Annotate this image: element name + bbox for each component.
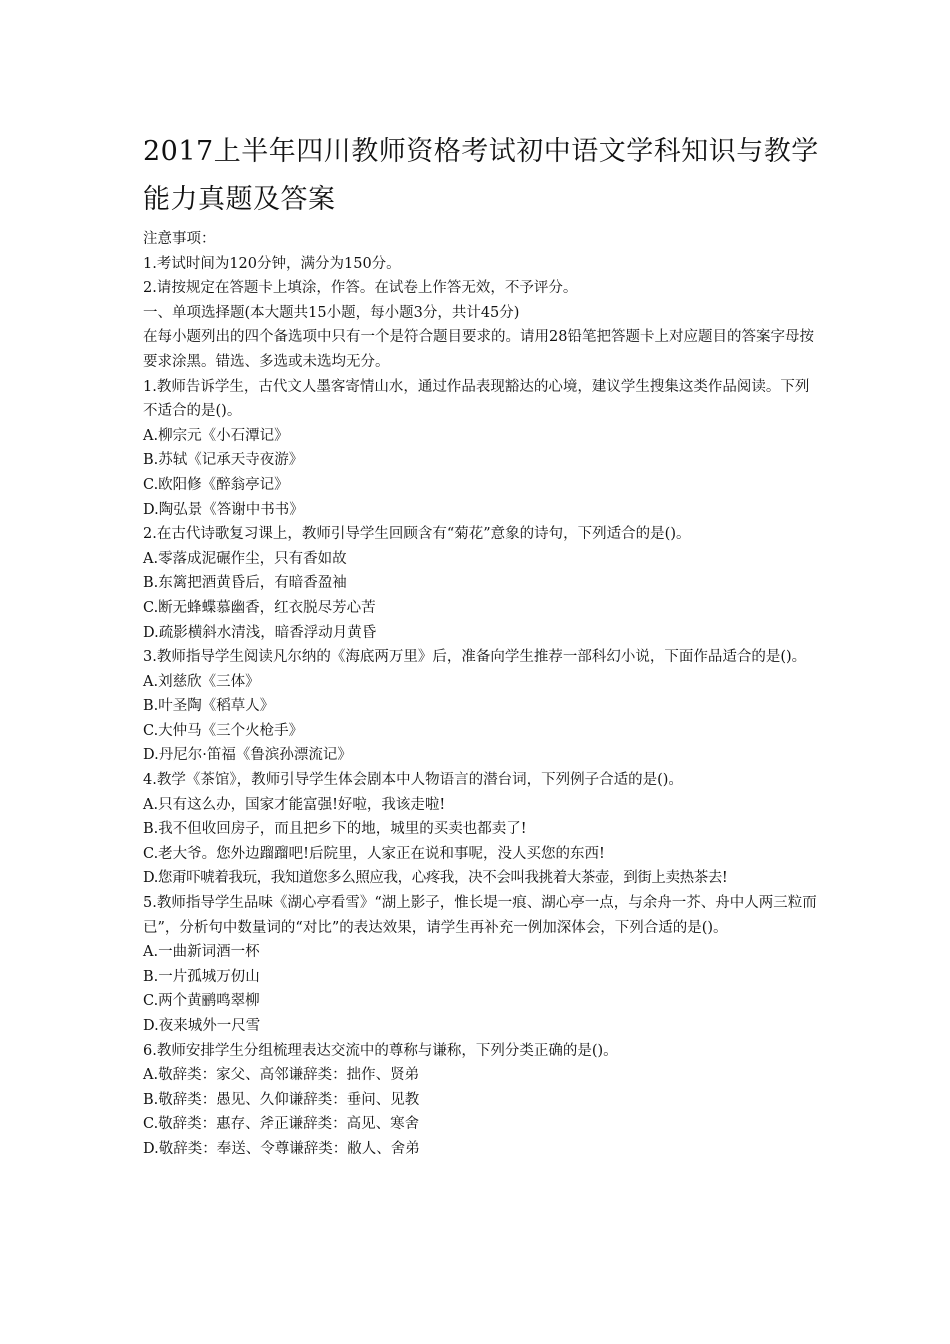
answer-option: A.刘慈欣《三体》 <box>143 673 260 690</box>
document-title: 2017上半年四川教师资格考试初中语文学科知识与教学能力真题及答案 <box>143 136 819 215</box>
answer-option: D.敬辞类：奉送、令尊谦辞类：敝人、舍弟 <box>143 1140 420 1157</box>
answer-option: C.断无蜂蝶慕幽香，红衣脱尽芳心苦 <box>143 599 376 616</box>
question-stem: 5.教师指导学生品味《湖心亭看雪》“湖上影子，惟长堤一痕、湖心亭一点，与余舟一芥、舟中人两三粒而已”，分析句中数量词的“对比”的表达效果，请学生再补充一例加深体会，下列合适的是()。 <box>143 895 817 936</box>
answer-option: A.一曲新词酒一杯 <box>143 944 260 961</box>
answer-option: D.您甭吓唬着我玩，我知道您多么照应我，心疼我，决不会叫我挑着大茶壶，到街上卖热茶去! <box>143 870 728 887</box>
answer-option: C.欧阳修《醉翁亭记》 <box>143 476 289 493</box>
answer-option: C.老大爷。您外边蹓蹓吧!后院里，人家正在说和事呢，没人买您的东西! <box>143 845 605 862</box>
answer-option: B.敬辞类：愚见、久仰谦辞类：垂问、见教 <box>143 1091 420 1108</box>
answer-option: D.陶弘景《答谢中书书》 <box>143 501 304 518</box>
answer-option: B.我不但收回房子，而且把乡下的地，城里的买卖也都卖了! <box>143 821 527 838</box>
answer-option: B.一片孤城万仞山 <box>143 968 260 985</box>
notice-item: 2.请按规定在答题卡上填涂，作答。在试卷上作答无效，不予评分。 <box>143 280 578 297</box>
question-stem: 1.教师告诉学生，古代文人墨客寄情山水，通过作品表现豁达的心境，建议学生搜集这类作品阅读。下列不适合的是()。 <box>143 378 810 420</box>
notice-item: 1.考试时间为120分钟，满分为150分。 <box>143 255 401 272</box>
answer-option: A.只有这么办，国家才能富强!好啦，我该走啦! <box>143 796 446 813</box>
section-heading: 一、单项选择题(本大题共15小题，每小题3分，共计45分) <box>143 304 520 321</box>
answer-option: A.柳宗元《小石潭记》 <box>143 427 289 444</box>
answer-option: A.敬辞类：家父、高邻谦辞类：拙作、贤弟 <box>143 1067 420 1084</box>
question-stem: 6.教师安排学生分组梳理表达交流中的尊称与谦称，下列分类正确的是()。 <box>143 1042 618 1059</box>
notice-heading: 注意事项： <box>143 231 216 247</box>
answer-option: C.敬辞类：惠存、斧正谦辞类：高见、寒舍 <box>143 1116 420 1133</box>
answer-option: B.苏轼《记承天寺夜游》 <box>143 452 304 469</box>
answer-option: D.夜来城外一尺雪 <box>143 1018 261 1034</box>
answer-option: D.疏影横斜水清浅，暗香浮动月黄昏 <box>143 624 377 641</box>
question-stem: 4.教学《茶馆》，教师引导学生体会剧本中人物语言的潜台词，下列例子合适的是()。 <box>143 772 683 789</box>
answer-option: B.叶圣陶《稻草人》 <box>143 698 275 715</box>
answer-option: D.丹尼尔·笛福《鲁滨孙漂流记》 <box>143 747 352 764</box>
question-stem: 2.在古代诗歌复习课上，教师引导学生回顾含有“菊花”意象的诗句，下列适合的是()。 <box>143 526 691 543</box>
answer-option: C.大仲马《三个火枪手》 <box>143 722 304 739</box>
document-body <box>143 227 823 1162</box>
section-instructions: 在每小题列出的四个备选项中只有一个是符合题目要求的。请用28铅笔把答题卡上对应题目的答案字母按要求涂黑。错选、多选或未选均无分。 <box>143 329 814 370</box>
question-stem: 3.教师指导学生阅读凡尔纳的《海底两万里》后，准备向学生推荐一部科幻小说，下面作品适合的是()。 <box>143 649 807 666</box>
answer-option: B.东篱把酒黄昏后，有暗香盈袖 <box>143 575 347 592</box>
answer-option: C.两个黄鹂鸣翠柳 <box>143 993 260 1010</box>
answer-option: A.零落成泥碾作尘，只有香如故 <box>143 550 347 567</box>
